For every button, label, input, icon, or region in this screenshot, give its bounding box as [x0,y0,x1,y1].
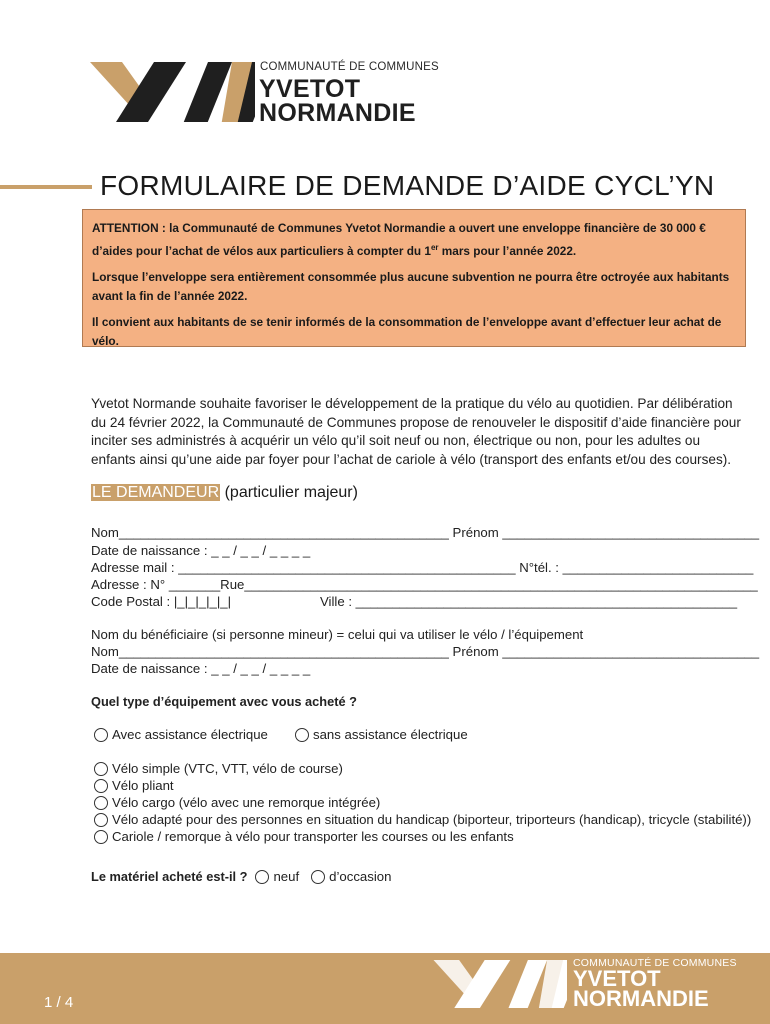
address-field[interactable]: Adresse : N° _______Rue______________________________________________________________________ [91,577,758,592]
postal-code-field[interactable]: Code Postal : |_|_|_|_|_| [91,594,232,609]
nom-prenom-field[interactable]: Nom_____________________________________________ Prénom ___________________________________ [91,525,760,540]
radio-circle-icon[interactable] [94,813,108,827]
yn-logo-footer-icon [432,960,567,1008]
beneficiary-name-field[interactable]: Nom_____________________________________________ Prénom ___________________________________ [91,644,760,659]
section-highlight: LE DEMANDEUR [92,484,220,501]
title-rule [0,185,92,189]
section-heading [91,484,358,502]
radio-circle-icon[interactable] [94,762,108,776]
page-title: FORMULAIRE DE DEMANDE D’AIDE CYCL’YN [100,170,715,201]
option-type-5[interactable] [94,829,514,844]
radio-circle-icon[interactable] [94,728,108,742]
option-label: Vélo simple (VTC, VTT, vélo de course) [112,761,343,776]
beneficiary-label: Nom du bénéficiaire (si personne mineur) = celui qui va utiliser le vélo / l’équipement [91,627,584,642]
option-label: Cariole / remorque à vélo pour transporter les courses ou les enfants [112,829,514,844]
radio-circle-icon[interactable] [94,796,108,810]
section-rest: (particulier majeur) [220,484,358,501]
option-label: Vélo adapté pour des personnes en situation du handicap (biporteur, triporteurs (handicap), tricycle (stabilité)) [112,812,752,827]
yn-logo-icon [90,62,255,122]
footer-logo-line-2: NORMANDIE [573,986,709,1011]
option-label: Vélo pliant [112,778,174,793]
option-label: Avec assistance électrique [112,727,268,742]
attention-para-3: Il convient aux habitants de se tenir informés de la consommation de l’enveloppe avant d’effectuer leur achat de vélo. [92,314,722,348]
option-assist-no[interactable] [295,727,468,742]
option-assist-yes[interactable] [94,727,268,742]
radio-circle-icon[interactable] [94,830,108,844]
city-field[interactable]: Ville : ____________________________________________________ [320,594,738,609]
condition-neuf-label[interactable]: neuf [273,869,300,884]
option-label: Vélo cargo (vélo avec une remorque intégrée) [112,795,381,810]
radio-circle-icon[interactable] [295,728,309,742]
condition-occasion-label[interactable]: d’occasion [329,869,392,884]
footer-logo-subtitle: COMMUNAUTÉ DE COMMUNES [573,957,737,969]
page-number: 1 / 4 [44,994,74,1011]
attention-box [82,209,746,347]
logo-line-1: YVETOT [259,75,361,103]
equipment-question: Quel type d’équipement avec vous acheté ? [91,694,357,709]
attention-para-1: ATTENTION : la Communauté de Communes Yvetot Normandie a ouvert une enveloppe financière de 30 000 € d’aides pour l’achat de vélos aux particuliers à compter du 1er mars pour l’année 2022. [92,221,706,258]
attention-para-2: Lorsque l’enveloppe sera entièrement consommée plus aucune subvention ne pourra être octroyée aux habitants avant la fin de l’année 2022. [92,269,730,303]
option-type-2[interactable] [94,778,174,793]
logo-subtitle: COMMUNAUTÉ DE COMMUNES [260,61,439,73]
beneficiary-birthdate-field[interactable]: Date de naissance : _ _ / _ _ / _ _ _ _ [91,661,311,676]
option-type-1[interactable] [94,761,343,776]
radio-circle-icon[interactable] [94,779,108,793]
radio-circle-icon[interactable] [311,870,325,884]
intro-paragraph: Yvetot Normande souhaite favoriser le développement de la pratique du vélo au quotidien. Par délibération du 24 février 2022, la Communauté de Communes propose de renouveler le dispositif d’aide financière pour inciter ses administrés à acquérir un vélo qu’il soit neuf ou non, électrique ou non, pour les adultes ou enfants ainsi qu’une aide par foyer pour l’achat de cariole à vélo (transport des enfants et/ou des courses). [91,396,741,467]
condition-row [91,869,391,884]
email-phone-field[interactable]: Adresse mail : ______________________________________________ N°tél. : __________________________ [91,560,754,575]
footer-logo-line-1: YVETOT [573,966,661,991]
logo-line-2: NORMANDIE [259,99,416,127]
option-type-3[interactable] [94,795,380,810]
option-type-4[interactable] [94,812,751,827]
condition-question: Le matériel acheté est-il ? [91,869,248,884]
birthdate-field[interactable]: Date de naissance : _ _ / _ _ / _ _ _ _ [91,543,311,558]
radio-circle-icon[interactable] [255,870,269,884]
option-label: sans assistance électrique [313,727,468,742]
